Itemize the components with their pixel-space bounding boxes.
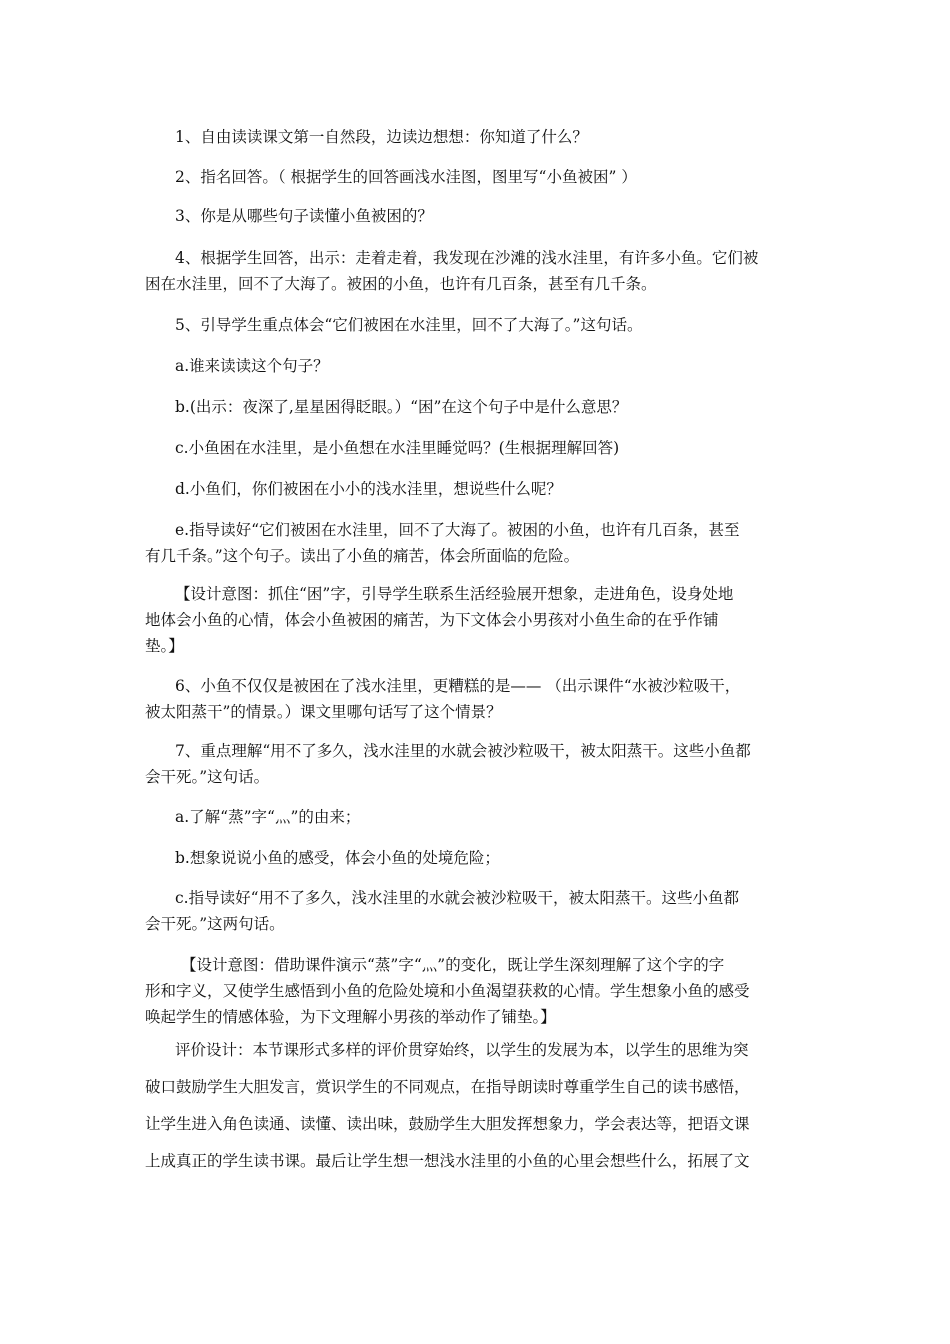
text-line: 3、你是从哪些句子读懂小鱼被困的？ (175, 207, 433, 225)
paragraph-step-7 (145, 738, 810, 790)
text-line: 6、小鱼不仅仅是被困在了浅水洼里，更糟糕的是—— （出示课件“水被沙粒吸干， (175, 677, 741, 695)
text-line: 形和字义，又使学生感悟到小鱼的危险处境和小鱼渴望获救的心情。学生想象小鱼的感受 (145, 982, 750, 1000)
paragraph-step-5d (145, 476, 810, 502)
text-line: 有几千条。”这个句子。读出了小鱼的痛苦，体会所面临的危险。 (145, 547, 580, 565)
text-line: b.(出示：夜深了,星星困得眨眼。）“困”在这个句子中是什么意思？ (175, 398, 628, 416)
design-intent-2 (145, 952, 810, 1030)
text-line: 唤起学生的情感体验，为下文理解小男孩的举动作了铺垫。】 (145, 1008, 556, 1026)
text-line: 被太阳蒸干”的情景。）课文里哪句话写了这个情景？ (145, 703, 502, 721)
text-line: 【设计意图：借助课件演示“蒸”字“灬”的变化，既让学生深刻理解了这个字的字 (181, 956, 725, 974)
text-line: 垫。】 (145, 637, 184, 655)
text-line: 5、引导学生重点体会“它们被困在水洼里，回不了大海了。”这句话。 (175, 316, 643, 334)
text-line: 破口鼓励学生大胆发言，赏识学生的不同观点，在指导朗读时尊重学生自己的读书感悟， (145, 1078, 750, 1096)
paragraph-step-3 (145, 203, 810, 229)
text-line: 会干死。”这句话。 (145, 768, 270, 786)
evaluation-design (145, 1032, 810, 1180)
paragraph-step-5b (145, 394, 810, 420)
text-line: 会干死。”这两句话。 (145, 915, 285, 933)
text-line: e.指导读好“它们被困在水洼里，回不了大海了。被困的小鱼，也许有几百条，甚至 (175, 521, 740, 539)
paragraph-step-5e (145, 517, 810, 569)
text-line: d.小鱼们，你们被困在小小的浅水洼里，想说些什么呢？ (175, 480, 562, 498)
paragraph-step-5c (145, 435, 810, 461)
text-line: 让学生进入角色读通、读懂、读出味，鼓励学生大胆发挥想象力，学会表达等，把语文课 (145, 1115, 750, 1133)
text-line: 上成真正的学生读书课。最后让学生想一想浅水洼里的小鱼的心里会想些什么，拓展了文 (145, 1152, 750, 1170)
paragraph-step-7c (145, 885, 810, 937)
text-line: 2、指名回答。（ 根据学生的回答画浅水洼图，图里写“小鱼被困” ） (175, 168, 637, 186)
text-line: b.想象说说小鱼的感受，体会小鱼的处境危险； (175, 849, 500, 867)
paragraph-step-1 (145, 124, 810, 150)
text-line: 【设计意图：抓住“困”字，引导学生联系生活经验展开想象，走进角色，设身处地 (175, 585, 734, 603)
text-line: 7、重点理解“用不了多久，浅水洼里的水就会被沙粒吸干，被太阳蒸干。这些小鱼都 (175, 742, 751, 760)
text-line: c.小鱼困在水洼里，是小鱼想在水洼里睡觉吗？(生根据理解回答) (175, 439, 620, 457)
text-line: c.指导读好“用不了多久，浅水洼里的水就会被沙粒吸干，被太阳蒸干。这些小鱼都 (175, 889, 740, 907)
paragraph-step-4 (145, 245, 810, 297)
paragraph-step-2 (145, 164, 810, 190)
paragraph-step-7b (145, 845, 810, 871)
paragraph-step-5a (145, 353, 810, 379)
text-line: a.谁来读读这个句子？ (175, 357, 329, 375)
paragraph-step-7a (145, 804, 810, 830)
text-line: 1、自由读读课文第一自然段，边读边想想：你知道了什么？ (175, 128, 588, 146)
design-intent-1 (145, 581, 810, 659)
text-line: 4、根据学生回答，出示：走着走着，我发现在沙滩的浅水洼里，有许多小鱼。它们被 (175, 249, 759, 267)
text-line: 困在水洼里，回不了大海了。被困的小鱼，也许有几百条，甚至有几千条。 (145, 275, 657, 293)
text-line: a.了解“蒸”字“灬”的由来； (175, 808, 361, 826)
text-line: 评价设计：本节课形式多样的评价贯穿始终，以学生的发展为本，以学生的思维为突 (175, 1041, 749, 1059)
text-line: 地体会小鱼的心情，体会小鱼被困的痛苦，为下文体会小男孩对小鱼生命的在乎作铺 (145, 611, 719, 629)
paragraph-step-5 (145, 312, 810, 338)
paragraph-step-6 (145, 673, 810, 725)
